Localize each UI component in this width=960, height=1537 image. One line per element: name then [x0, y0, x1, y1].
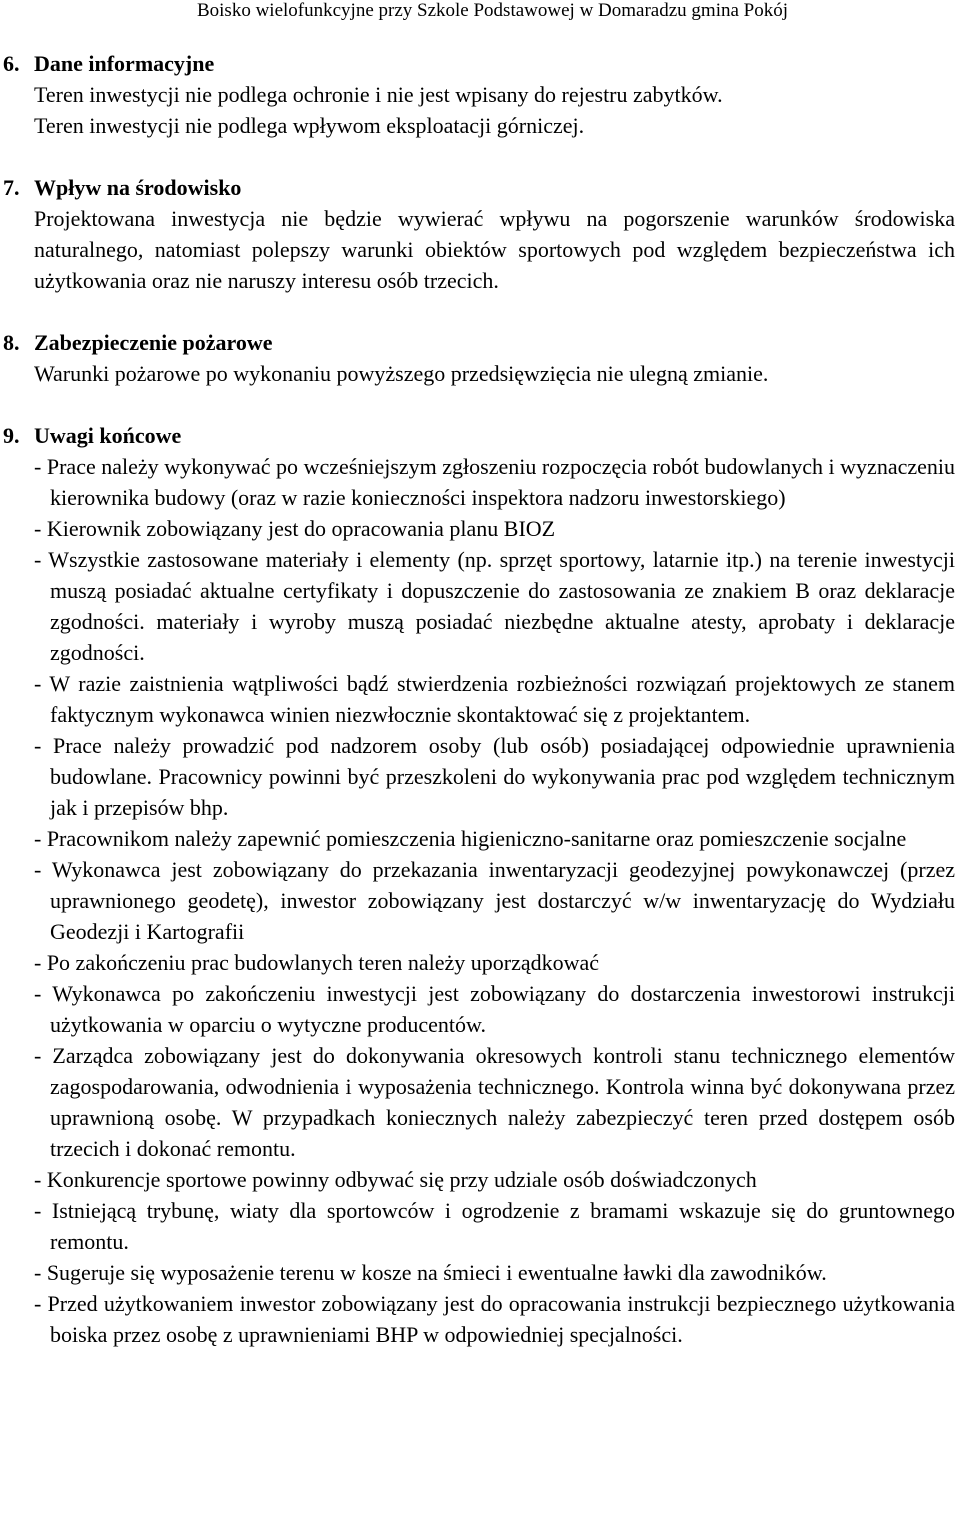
list-item: - Prace należy prowadzić pod nadzorem osoby (lub osób) posiadającej odpowiednie uprawnienia budowlane. Pracownicy powinni być przeszkoleni do wykonywania prac pod względem technicznym jak i przepisów bhp. — [34, 733, 955, 820]
section-number: 9. — [3, 423, 20, 448]
section-heading — [0, 327, 955, 358]
list-item: - Po zakończeniu prac budowlanych teren należy uporządkować — [34, 950, 600, 975]
section-body: Projektowana inwestycja nie będzie wywierać wpływu na pogorszenie warunków środowiska naturalnego, natomiast polepszy warunki obiektów sportowych pod względem bezpieczeństwa ich użytkowania oraz nie naruszy interesu osób trzecich. — [34, 206, 955, 293]
section-body: Warunki pożarowe po wykonaniu powyższego przedsięwzięcia nie ulegną zmianie. — [34, 361, 769, 386]
list-item: - Istniejącą trybunę, wiaty dla sportowców i ogrodzenie z bramami wskazuje się do gruntownego remontu. — [34, 1198, 955, 1254]
list-item: - Wykonawca jest zobowiązany do przekazania inwentaryzacji geodezyjnej powykonawczej (przez uprawnionego geodetę), inwestor zobowiązany jest dostarczyć w/w inwentaryzację do Wydziału Geodezji i Kartografii — [34, 857, 955, 944]
list-item: - Pracownikom należy zapewnić pomieszczenia higieniczno-sanitarne oraz pomieszczenie socjalne — [34, 826, 907, 851]
list-item: - Wykonawca po zakończeniu inwestycji jest zobowiązany do dostarczenia inwestorowi instrukcji użytkowania w oparciu o wytyczne producentów. — [34, 981, 955, 1037]
section-7 — [0, 172, 955, 296]
list-item: - Przed użytkowaniem inwestor zobowiązany jest do opracowania instrukcji bezpiecznego użytkowania boiska przez osobę z uprawnieniami BHP w odpowiedniej specjalności. — [34, 1291, 955, 1347]
section-title: Wpływ na środowisko — [34, 175, 242, 200]
list-item: - Prace należy wykonywać po wcześniejszym zgłoszeniu rozpoczęcia robót budowlanych i wyznaczeniu kierownika budowy (oraz w razie konieczności inspektora nadzoru inwestorskiego) — [34, 454, 955, 510]
section-number: 6. — [3, 51, 20, 76]
list-item: - Kierownik zobowiązany jest do opracowania planu BIOZ — [34, 516, 556, 541]
paragraph-line: Teren inwestycji nie podlega ochronie i nie jest wpisany do rejestru zabytków. — [34, 82, 723, 107]
section-heading — [0, 172, 955, 203]
paragraph-line: Teren inwestycji nie podlega wpływom eksploatacji górniczej. — [34, 113, 585, 138]
section-title: Zabezpieczenie pożarowe — [34, 330, 273, 355]
list-item: - Konkurencje sportowe powinny odbywać się przy udziale osób doświadczonych — [34, 1167, 757, 1192]
section-heading — [0, 420, 955, 451]
document-content — [0, 48, 955, 1350]
section-9 — [0, 420, 955, 1350]
page-header: Boisko wielofunkcyjne przy Szkole Podstawowej w Domaradzu gmina Pokój — [196, 0, 788, 21]
remarks-list — [0, 451, 955, 1350]
section-body — [34, 79, 955, 141]
section-6 — [0, 48, 955, 141]
list-item: - Zarządca zobowiązany jest do dokonywania okresowych kontroli stanu technicznego elementów zagospodarowania, odwodnienia i wyposażenia technicznego. Kontrola winna być dokonywana przez uprawnioną osobę. W przypadkach koniecznych należy zabezpieczyć teren przed dostępem osób trzecich i dokonać remontu. — [34, 1043, 955, 1161]
section-number: 7. — [3, 175, 20, 200]
list-item: - Wszystkie zastosowane materiały i elementy (np. sprzęt sportowy, latarnie itp.) na terenie inwestycji muszą posiadać aktualne certyfikaty i dopuszczenie do zastosowania ze znakiem B oraz deklaracje zgodności. materiały i wyroby muszą posiadać niezbędne aktualne atesty, aprobaty i deklaracje zgodności. — [34, 547, 955, 665]
section-title: Uwagi końcowe — [34, 423, 182, 448]
section-title: Dane informacyjne — [34, 51, 215, 76]
section-number: 8. — [3, 330, 20, 355]
list-item: - W razie zaistnienia wątpliwości bądź stwierdzenia rozbieżności rozwiązań projektowych ze stanem faktycznym wykonawca winien niezwłocznie skontaktować się z projektantem. — [34, 671, 955, 727]
section-heading — [0, 48, 955, 79]
section-8 — [0, 327, 955, 389]
list-item: - Sugeruje się wyposażenie terenu w kosze na śmieci i ewentualne ławki dla zawodników. — [34, 1260, 827, 1285]
